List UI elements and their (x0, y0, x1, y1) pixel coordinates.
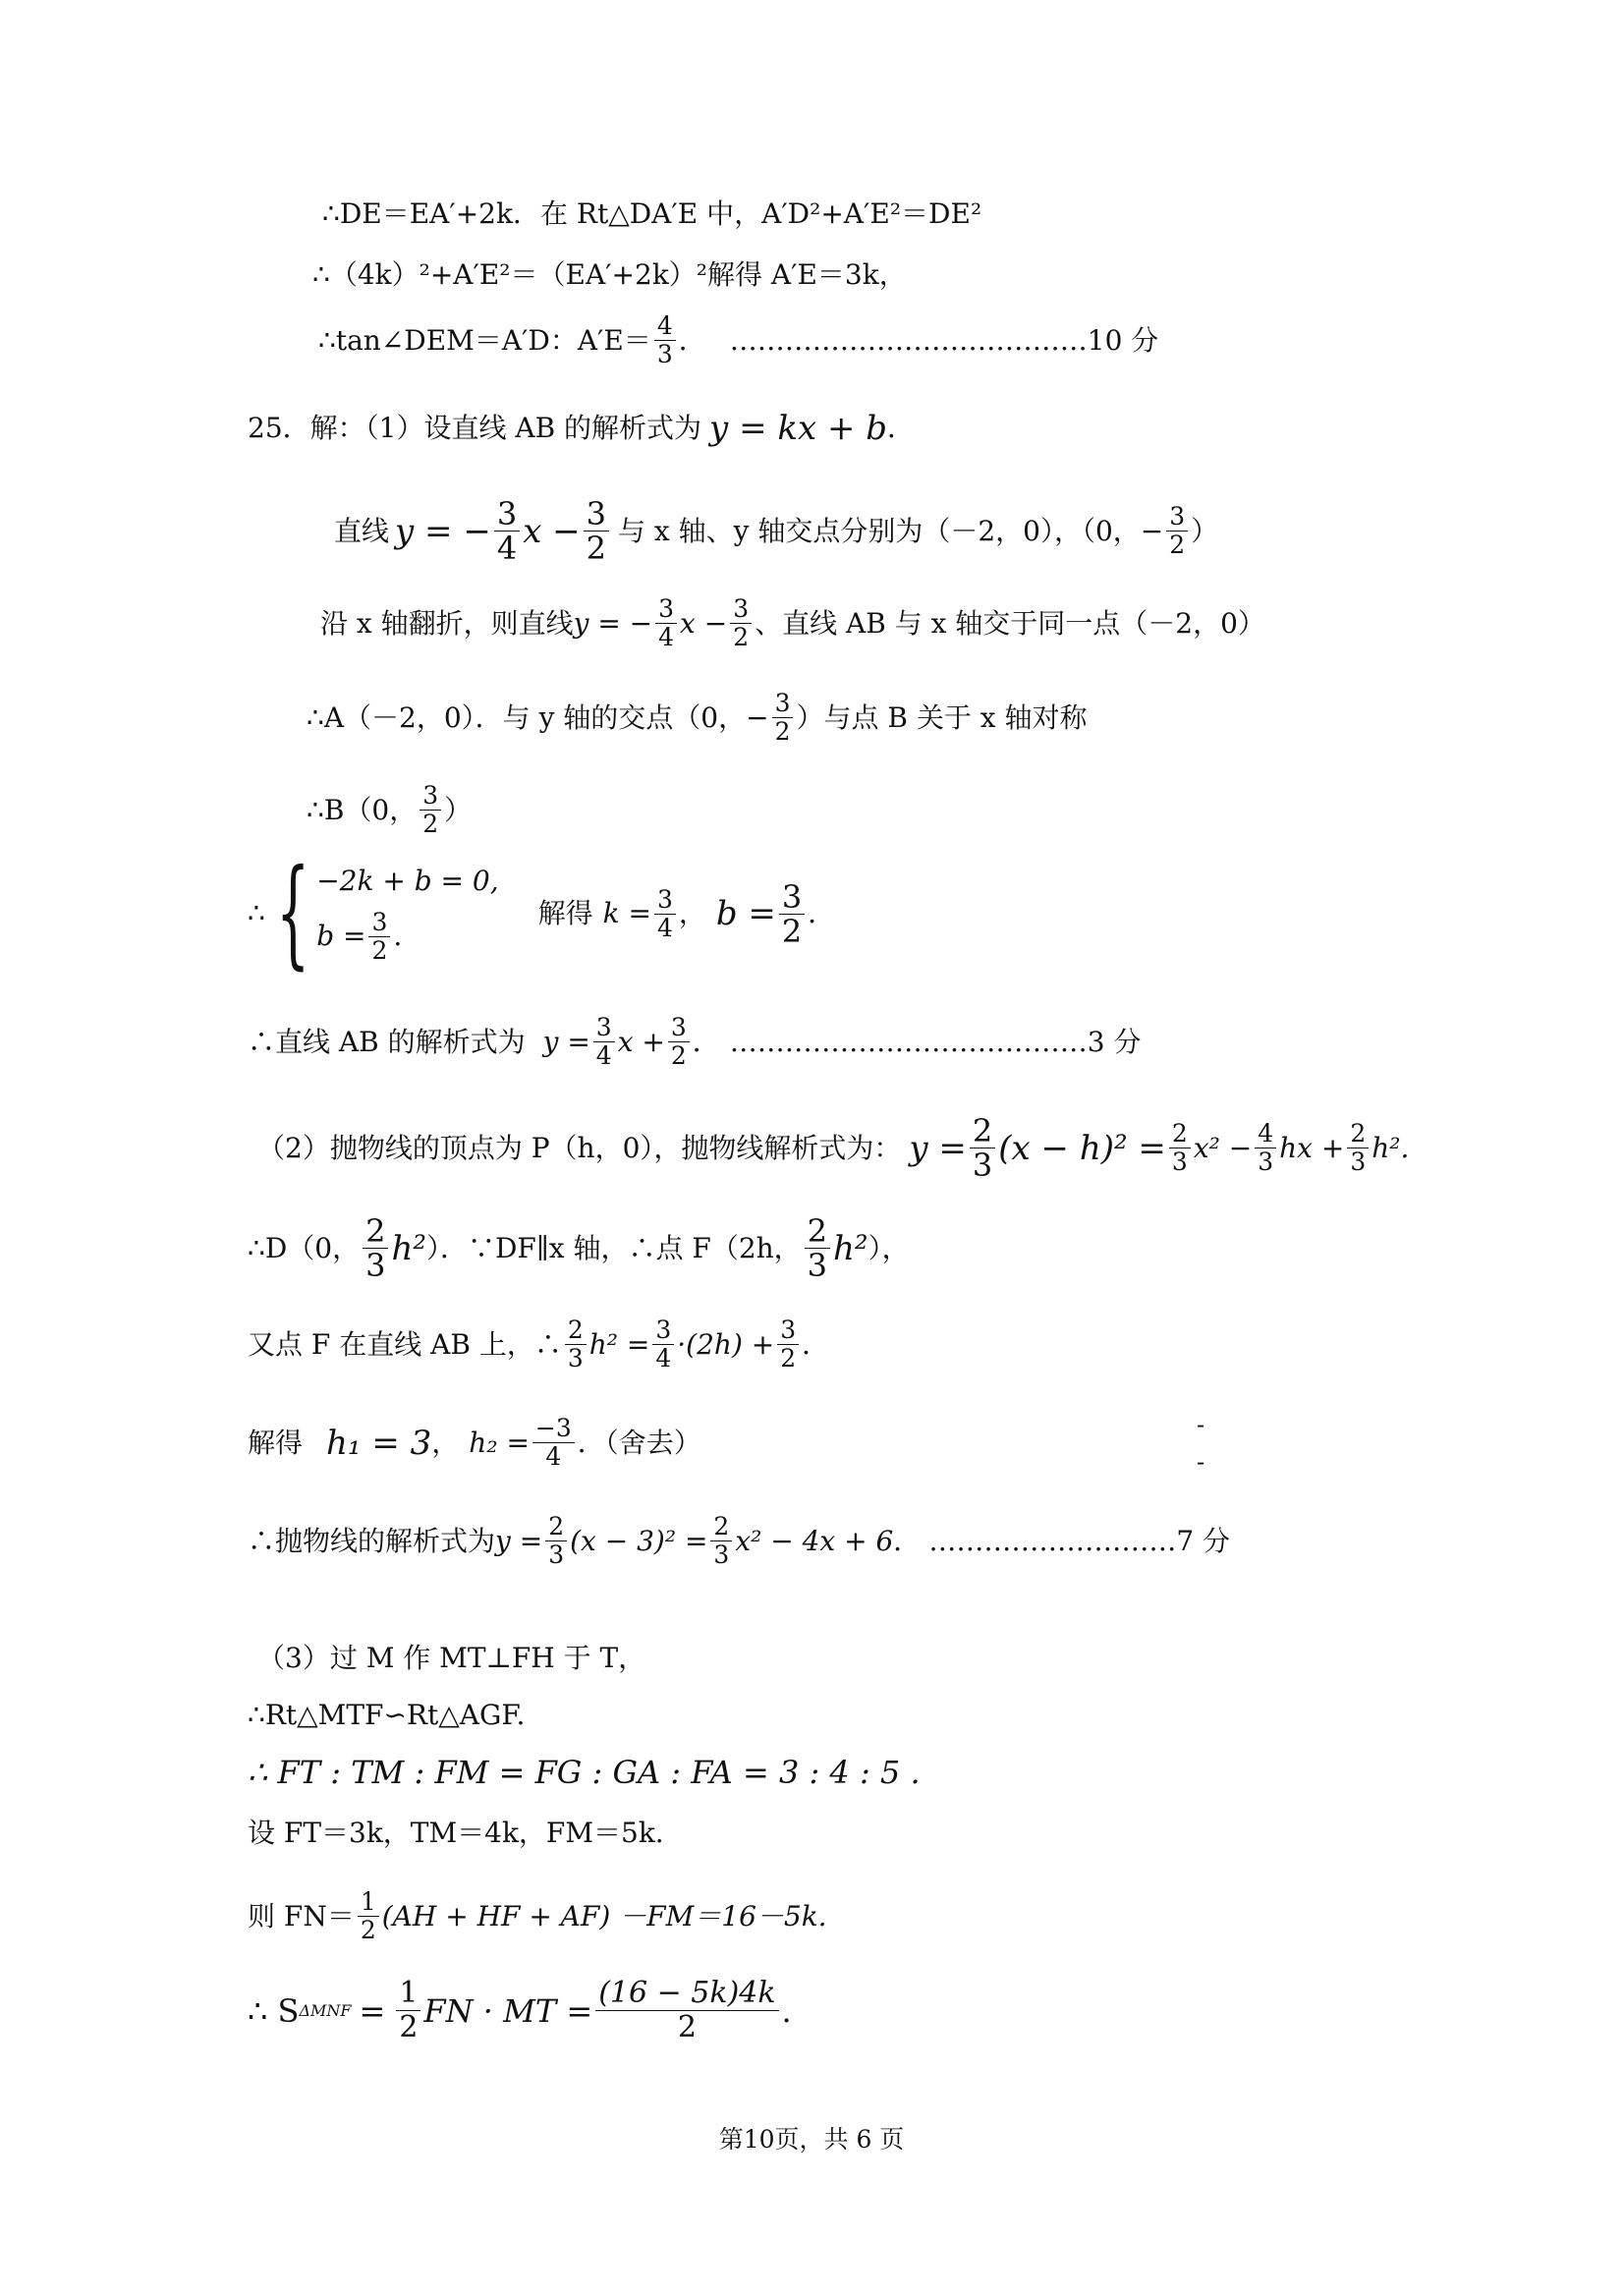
text: ∴（4k）²+A′E²＝（EA′+2k）²解得 A′E＝3k， (312, 258, 907, 291)
proof-line-6 (320, 595, 1265, 651)
text: ． (893, 1524, 922, 1557)
text: ， (431, 1426, 460, 1459)
text: ）， (867, 1231, 910, 1264)
text: ∴D（0， (248, 1231, 361, 1264)
fraction: $\frac{3}{4}$ (652, 1316, 674, 1372)
fraction: $\frac{4}{3}$ (654, 312, 676, 368)
proof-line-5 (334, 497, 1218, 565)
math: (x − h)² = (998, 1128, 1166, 1168)
fraction: $\frac{3}{4}$ (655, 595, 677, 651)
fraction: $\frac{3}{4}$ (654, 886, 676, 942)
math: FN · MT = (423, 1991, 593, 2030)
fraction: $\frac{3}{2}$ (668, 1014, 690, 1070)
text: 直线 (334, 514, 390, 547)
fraction: $\frac{1}{2}$ (396, 1977, 420, 2044)
math: h² = (588, 1327, 650, 1361)
math: h² (833, 1228, 868, 1268)
fraction: $\frac{2}{3}$ (545, 1513, 567, 1569)
math: h₂ = (469, 1426, 530, 1459)
text: ． (887, 412, 916, 444)
score-7: ………………………7 分 (928, 1524, 1231, 1557)
proof-line-15 (248, 1513, 1230, 1569)
math: ·(2h) + (677, 1327, 775, 1361)
math: h². (1371, 1131, 1410, 1164)
fraction: $\frac{3}{2}$ (368, 909, 390, 965)
math: hx + (1279, 1131, 1345, 1164)
equation-1: −2k + b = 0, (316, 864, 499, 897)
proof-line-10 (248, 1014, 1142, 1070)
fraction: $\frac{3}{2}$ (420, 782, 441, 838)
score-10: …………………………………10 分 (729, 323, 1159, 357)
text: ∴直线 AB 的解析式为 (248, 1025, 526, 1058)
proof-line-1 (322, 196, 981, 232)
fraction: $\frac{2}{3}$ (710, 1513, 732, 1569)
proof-line-8 (307, 782, 472, 838)
proof-line-2 (312, 257, 907, 293)
text: 又点 F 在直线 AB 上，∴ (248, 1327, 562, 1361)
text: 解得 (537, 897, 593, 929)
text: （2）抛物线的顶点为 P（h，0），抛物线解析式为： (257, 1131, 902, 1164)
text: ∴B（0， (307, 793, 418, 826)
fraction: $\frac{4}{3}$ (1255, 1120, 1276, 1176)
text: ）与点 B 关于 x 轴对称 (796, 700, 1088, 734)
proof-line-3 (318, 312, 1158, 368)
text: 与 x 轴、y 轴交点分别为（－2，0），（0， (618, 514, 1141, 547)
proof-line-18 (248, 1755, 921, 1790)
text: ． (678, 323, 706, 357)
text: ） (1191, 514, 1219, 547)
math: x + (617, 1025, 665, 1058)
math: b = (715, 894, 776, 933)
fraction: $\frac{2}{3}$ (805, 1214, 830, 1282)
text: ） (444, 793, 473, 826)
fraction: $\frac{3}{4}$ (494, 497, 520, 565)
math: x² − (1193, 1131, 1253, 1164)
math: y = (909, 1128, 967, 1168)
text: ∴Rt△MTF∽Rt△AGF. (248, 1699, 526, 1731)
text: ∴抛物线的解析式为 (248, 1524, 496, 1557)
text: ． (808, 897, 836, 929)
proof-line-21: ∴ S ΔMNF = $\frac{1}{2}$ FN · MT = $\frac{(16 - 5k)4k}{2}$ . (248, 1976, 792, 2044)
math-expression: y = kx + b (709, 409, 888, 448)
text: 25．解：（1）设直线 AB 的解析式为 (248, 412, 702, 444)
math: = (359, 1991, 386, 2030)
fraction: $\frac{-3}{4}$ (532, 1415, 575, 1471)
fraction: $\frac{2}{3}$ (363, 1214, 388, 1282)
fraction: $\frac{3}{2}$ (730, 595, 752, 651)
side-mark: - (1197, 1411, 1205, 1438)
math: x − (523, 511, 581, 551)
text: （3）过 M 作 MT⊥FH 于 T， (257, 1642, 646, 1674)
text: ∴DE＝EA′+2k．在 Rt△DA′E 中，A′D²+A′E²＝DE² (322, 197, 982, 230)
therefore-symbol: ∴ (248, 897, 265, 929)
fraction: $\frac{1}{2}$ (358, 1888, 379, 1944)
text: 沿 x 轴翻折，则直线 (320, 606, 574, 640)
text: . (781, 1991, 792, 2030)
side-mark: - (1197, 1448, 1205, 1476)
text: (AH + HF + AF) －FM＝16－5k. (381, 1899, 827, 1932)
fraction: $\frac{3}{2}$ (777, 1316, 799, 1372)
math: h² (391, 1228, 426, 1268)
fraction: $\frac{3}{2}$ (779, 880, 805, 948)
text: ， (678, 897, 706, 929)
math: − (1140, 514, 1164, 547)
page-footer: 第10页，共 6 页 (718, 2125, 905, 2154)
fraction: $\frac{3}{4}$ (593, 1014, 615, 1070)
text: ）．∵DF∥x 轴，∴点 F（2h， (425, 1231, 802, 1264)
fraction: $\frac{3}{2}$ (772, 690, 794, 746)
fraction: $\frac{(16 - 5k)4k}{2}$ (595, 1977, 778, 2044)
text: 、直线 AB 与 x 轴交于同一点（－2，0） (755, 606, 1265, 640)
proof-line-17 (248, 1698, 525, 1733)
text: ∴A（－2，0）．与 y 轴的交点（0， (307, 700, 747, 734)
proof-line-7 (307, 690, 1087, 746)
math: x² − 4x + 6 (735, 1524, 894, 1557)
text: ∴tan∠DEM＝A′D：A′E＝ (318, 323, 651, 357)
math: y = − (573, 606, 653, 640)
math: − (746, 700, 769, 734)
text: 设 FT＝3k，TM＝4k，FM＝5k. (248, 1817, 664, 1849)
fraction: $\frac{3}{2}$ (1166, 503, 1188, 559)
proof-line-20 (248, 1888, 827, 1944)
math: y = (495, 1524, 543, 1557)
part-3-line (257, 1641, 645, 1676)
question-25-heading (248, 411, 915, 446)
math: h₁ = 3 (326, 1423, 432, 1463)
proof-line-12 (248, 1214, 910, 1282)
proof-line-13 (248, 1316, 829, 1372)
score-3: …………………………………3 分 (729, 1025, 1142, 1058)
text: ∴ S (248, 1991, 300, 2030)
fraction: $\frac{2}{3}$ (565, 1316, 587, 1372)
part-2-line (257, 1114, 1409, 1182)
text: 解得 (248, 1426, 304, 1459)
math: y = − (395, 511, 491, 551)
fraction: $\frac{2}{3}$ (1169, 1120, 1191, 1176)
math: x − (680, 606, 728, 640)
text: ∴ FT : TM : FM = FG : GA : FA = 3 : 4 : 5 . (248, 1754, 921, 1791)
math: k = (602, 897, 651, 929)
fraction: $\frac{2}{3}$ (970, 1114, 995, 1182)
proof-line-14 (248, 1415, 701, 1471)
text: ． (802, 1327, 830, 1361)
text: ． (692, 1025, 720, 1058)
system-equations: −2k + b = 0, b = $\frac{3}{2}$ . (316, 864, 499, 965)
proof-line-19 (248, 1816, 664, 1851)
equation-2: b = (316, 920, 366, 952)
text: ．（舍去） (577, 1426, 701, 1459)
fraction: $\frac{3}{2}$ (584, 497, 609, 565)
equation-system (248, 845, 836, 981)
math: (x − 3)² = (570, 1524, 708, 1557)
brace: { (275, 845, 310, 981)
text: 则 FN＝ (248, 1899, 355, 1932)
fraction: $\frac{2}{3}$ (1347, 1120, 1369, 1176)
math: y = (542, 1025, 590, 1058)
